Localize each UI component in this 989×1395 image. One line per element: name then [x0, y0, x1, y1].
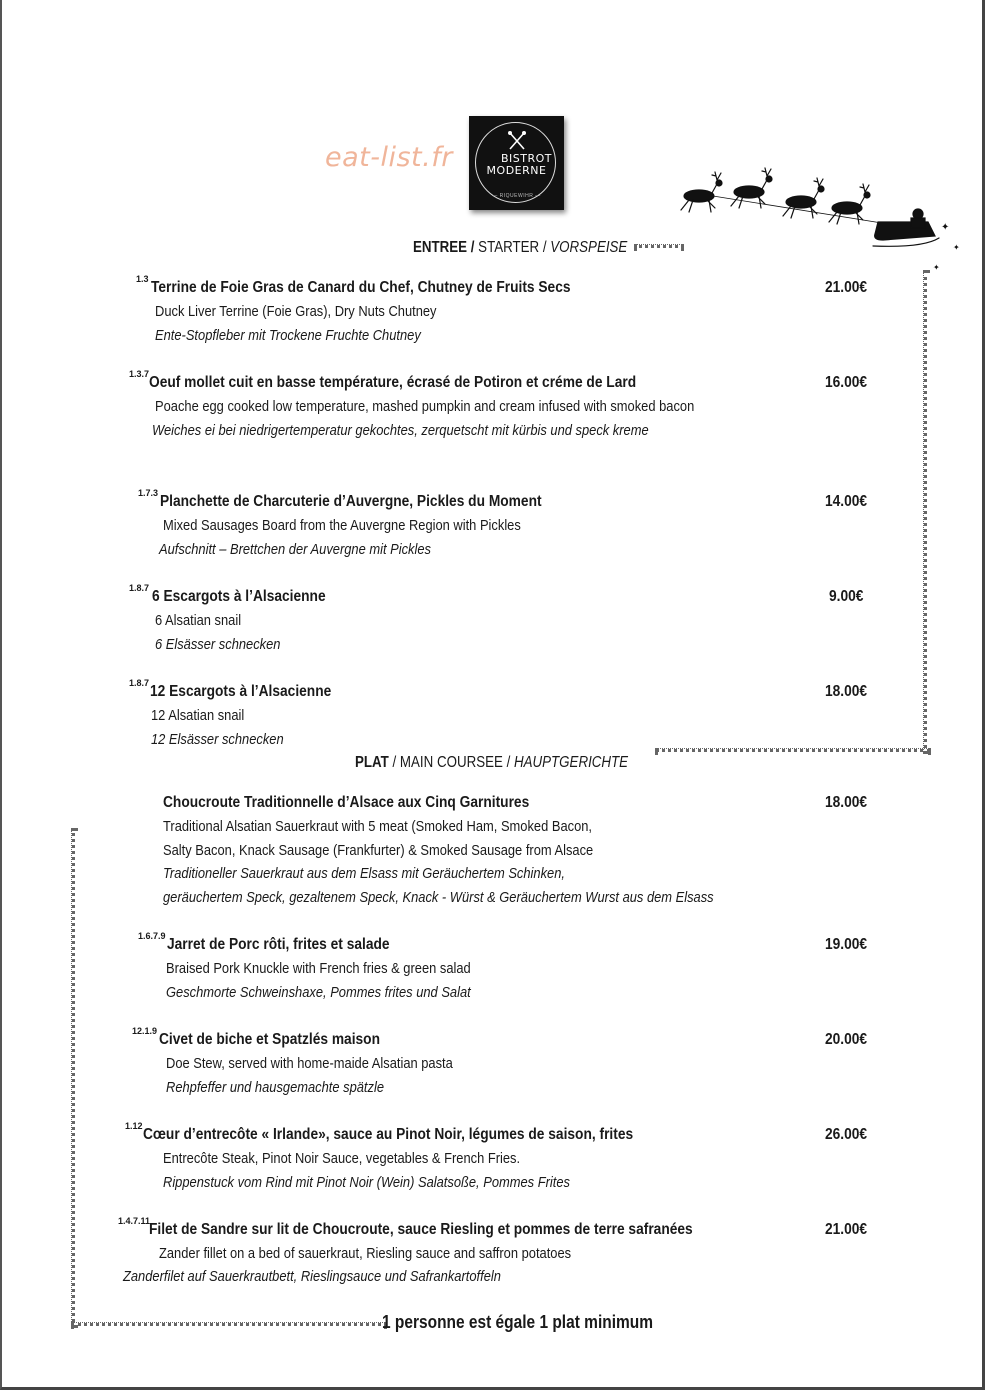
minimum-order-note: 1 personne est égale 1 plat minimum: [382, 1312, 653, 1332]
dish-english: 12 Alsatian snail: [151, 707, 245, 724]
dish-name: Civet de biche et Spatzlés maison: [159, 1031, 380, 1048]
dish-english: Doe Stew, served with home-maide Alsatian pasta: [166, 1055, 453, 1072]
dotted-line-right: [923, 270, 927, 754]
dotted-line-left: [71, 828, 75, 1328]
allergen-codes: 1.3.7: [129, 369, 150, 379]
dish-english: Mixed Sausages Board from the Auvergne Region with Pickles: [163, 517, 521, 534]
dish-name: Planchette de Charcuterie d’Auvergne, Pickles du Moment: [160, 493, 542, 510]
dish-name: Jarret de Porc rôti, frites et salade: [167, 936, 390, 953]
allergen-codes: 1.8.7: [129, 583, 150, 593]
section-heading-entree: [413, 239, 627, 257]
dish-english: Zander fillet on a bed of sauerkraut, Riesling sauce and saffron potatoes: [159, 1245, 572, 1262]
dish-name: 6 Escargots à l’Alsacienne: [152, 588, 326, 605]
dish-name: Oeuf mollet cuit en basse température, écrasé de Potiron et créme de Lard: [149, 374, 637, 391]
dish-english: Duck Liver Terrine (Foie Gras), Dry Nuts Chutney: [155, 303, 437, 320]
section-de: HAUPTGERICHTE: [514, 754, 629, 771]
dish-german: 6 Elsässer schnecken: [155, 636, 281, 653]
dish-german: Weiches ei bei niedrigertemperatur gekochtes, zerquetscht mit kürbis und speck kreme: [152, 422, 649, 439]
section-en: / MAIN COURSEE /: [388, 754, 515, 771]
dish-price: 20.00€: [825, 1031, 868, 1048]
section-en: STARTER /: [474, 239, 551, 256]
dish-name: 12 Escargots à l’Alsacienne: [150, 683, 332, 700]
allergen-codes: 1.12: [125, 1121, 143, 1131]
allergen-codes: 1.4.7.11: [118, 1216, 151, 1226]
allergen-codes: 1.6.7.9: [138, 931, 166, 941]
dish-name: Filet de Sandre sur lit de Choucroute, sauce Riesling et pommes de terre safranées: [149, 1221, 693, 1238]
dish-english: Poache egg cooked low temperature, mashed pumpkin and cream infused with smoked bacon: [155, 398, 695, 415]
allergen-codes: 1.3: [136, 274, 149, 284]
section-fr: ENTREE /: [413, 239, 475, 256]
logo-line-3: — RIQUEWIHR —: [492, 193, 541, 199]
logo-line-1: BISTROT: [500, 152, 552, 165]
dish-german-line-1: Traditioneller Sauerkraut aus dem Elsass mit Geräuchertem Schinken,: [163, 865, 565, 882]
allergen-codes: 1.8.7: [129, 678, 150, 688]
section-heading-plat: [355, 754, 628, 772]
dish-german: Aufschnitt – Brettchen der Auvergne mit Pickles: [159, 541, 431, 558]
santa-sleigh-icon: [673, 164, 963, 274]
dotted-line-bottom: [71, 1322, 387, 1326]
dish-german-line-2: geräuchertem Speck, gezaltenem Speck, Knack - Würst & Geräuchertem Wurst aus dem Elsass: [163, 889, 714, 906]
dish-german: 12 Elsässer schnecken: [151, 731, 284, 748]
svg-text:✦: ✦: [941, 222, 950, 233]
watermark: eat-list.fr: [325, 142, 453, 173]
svg-text:✦: ✦: [953, 243, 960, 252]
dish-german: Zanderfilet auf Sauerkrautbett, Rieslingsauce und Safrankartoffeln: [123, 1268, 501, 1285]
dish-german: Rippenstuck vom Rind mit Pinot Noir (Wein) Salatsoße, Pommes Frites: [163, 1174, 570, 1191]
dish-german: Ente-Stopfleber mit Trockene Fruchte Chutney: [155, 327, 421, 344]
allergen-codes: 1.7.3: [138, 488, 159, 498]
dish-price: 21.00€: [825, 279, 868, 296]
dish-price: 18.00€: [825, 683, 868, 700]
dish-price: 16.00€: [825, 374, 868, 391]
dotted-line-mid: [655, 748, 931, 752]
restaurant-logo: [469, 116, 564, 210]
logo-line-2: MODERNE: [486, 164, 547, 177]
dish-english: Entrecôte Steak, Pinot Noir Sauce, vegetables & French Fries.: [163, 1150, 521, 1167]
section-de: VORSPEISE: [550, 239, 628, 256]
dish-german: Geschmorte Schweinshaxe, Pommes frites und Salat: [166, 984, 471, 1001]
svg-text:✦: ✦: [933, 263, 940, 272]
dish-name: Cœur d’entrecôte « Irlande», sauce au Pinot Noir, légumes de saison, frites: [143, 1126, 634, 1143]
dish-name: Choucroute Traditionnelle d’Alsace aux Cinq Garnitures: [163, 794, 530, 811]
dish-german: Rehpfeffer und hausgemachte spätzle: [166, 1079, 385, 1096]
dish-price: 9.00€: [829, 588, 864, 605]
dish-english: Braised Pork Knuckle with French fries & green salad: [166, 960, 471, 977]
dish-price: 19.00€: [825, 936, 868, 953]
dish-english-line-1: Traditional Alsatian Sauerkraut with 5 meat (Smoked Ham, Smoked Bacon,: [163, 818, 593, 835]
section-fr: PLAT: [355, 754, 389, 771]
dish-english: 6 Alsatian snail: [155, 612, 242, 629]
dish-name: Terrine de Foie Gras de Canard du Chef, Chutney de Fruits Secs: [151, 279, 571, 296]
dish-price: 21.00€: [825, 1221, 868, 1238]
dish-price: 14.00€: [825, 493, 868, 510]
dish-price: 26.00€: [825, 1126, 868, 1143]
dotted-line-top: [634, 244, 684, 248]
fork-knife-icon: [507, 130, 527, 152]
allergen-codes: 12.1.9: [132, 1026, 158, 1036]
dish-english-line-2: Salty Bacon, Knack Sausage (Frankfurter) & Smoked Sausage from Alsace: [163, 842, 594, 859]
dish-price: 18.00€: [825, 794, 868, 811]
